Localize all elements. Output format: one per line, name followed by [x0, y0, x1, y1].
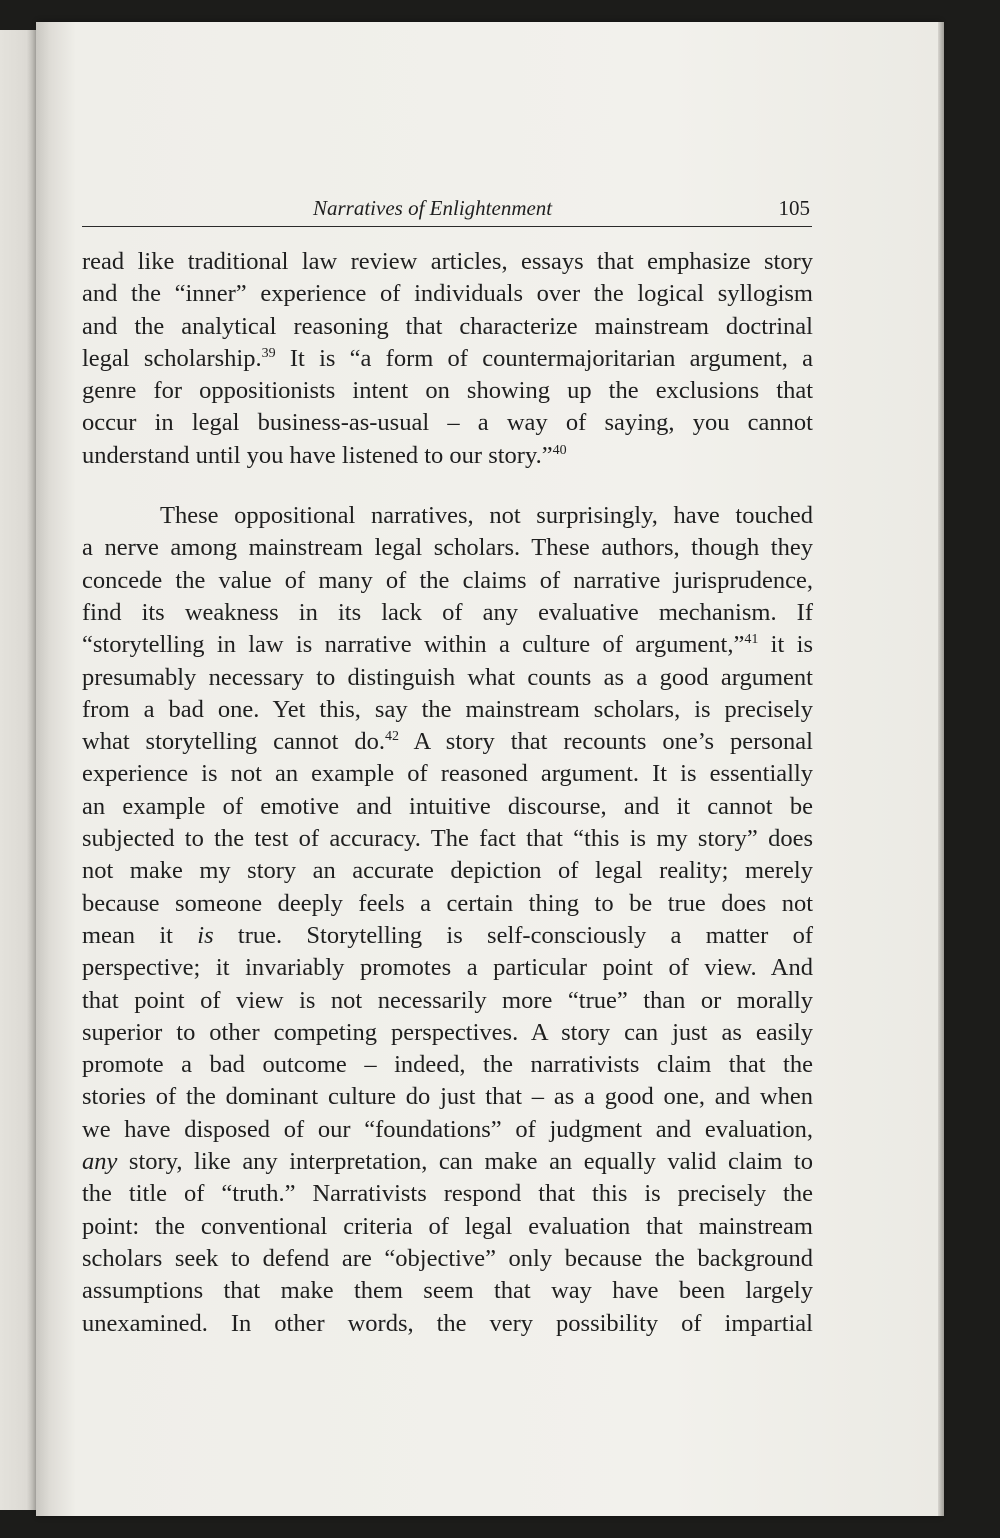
text-line: what storytelling cannot do.$^{42}$ A story that recounts one’s personal — [82, 728, 813, 756]
body-text — [82, 246, 813, 1340]
emphasis: any — [82, 1148, 118, 1176]
text-line: promote a bad outcome – indeed, the narrativists claim that the — [82, 1051, 813, 1079]
paragraph — [82, 500, 813, 1340]
text-line: point: the conventional criteria of legal evaluation that mainstream — [82, 1212, 813, 1240]
text-line: and the analytical reasoning that characterize mainstream doctrinal — [82, 312, 813, 340]
footnote-ref-42: 42 — [384, 729, 399, 744]
text-line: read like traditional law review articles, essays that emphasize story — [82, 248, 813, 275]
text-line: stories of the dominant culture do just that – as a good one, and when — [82, 1083, 813, 1111]
text-line: from a bad one. Yet this, say the mainstream scholars, is precisely — [82, 695, 813, 723]
text-line: genre for oppositionists intent on showing up the exclusions that — [82, 377, 813, 405]
text-line: concede the value of many of the claims of narrative jurisprudence, — [82, 566, 813, 594]
text-line: assumptions that make them seem that way have been largely — [82, 1277, 813, 1305]
text-line: that point of view is not necessarily more “true” than or morally — [82, 986, 813, 1014]
text-line: find its weakness in its lack of any evaluative mechanism. If — [82, 598, 813, 626]
footnote-ref-40: 40 — [552, 442, 567, 458]
text-line: any story, like any interpretation, can make an equally valid claim to — [82, 1148, 813, 1176]
running-header — [82, 196, 812, 227]
text-line: perspective; it invariably promotes a particular point of view. And — [82, 954, 813, 982]
text-line: mean it is true. Storytelling is self-consciously a matter of — [82, 921, 813, 949]
paragraph — [82, 246, 813, 472]
text-line: because someone deeply feels a certain thing to be true does not — [82, 889, 813, 917]
previous-page-edge — [0, 30, 38, 1510]
running-title: Narratives of Enlightenment — [313, 196, 553, 220]
text-line: occur in legal business-as-usual – a way of saying, you cannot — [82, 409, 813, 437]
page-stack-edge — [938, 22, 944, 1516]
text-line: we have disposed of our “foundations” of judgment and evaluation, — [82, 1115, 813, 1143]
text-line: legal scholarship.$^{39}$ It is “a form of countermajoritarian argument, a — [82, 344, 814, 372]
text-line: These oppositional narratives, not surprisingly, have touched — [160, 502, 813, 530]
text-line: understand until you have listened to our story.”$^{40}$ — [82, 441, 567, 469]
text-line: and the “inner” experience of individuals over the logical syllogism — [82, 280, 813, 308]
text-line: a nerve among mainstream legal scholars. These authors, though they — [82, 534, 813, 562]
page-number: 105 — [778, 196, 810, 220]
text-line: experience is not an example of reasoned argument. It is essentially — [82, 760, 813, 788]
emphasis: is — [197, 921, 214, 949]
footnote-ref-39: 39 — [261, 345, 276, 361]
text-line: “storytelling in law is narrative within a culture of argument,”$^{41}$ it is — [82, 631, 813, 659]
text-line: subjected to the test of accuracy. The fact that “this is my story” does — [82, 825, 813, 853]
text-line: not make my story an accurate depiction of legal reality; merely — [82, 857, 813, 885]
text-line: superior to other competing perspectives. A story can just as easily — [82, 1018, 813, 1046]
text-line: scholars seek to defend are “objective” only because the background — [82, 1244, 813, 1272]
footnote-ref-41: 41 — [744, 632, 759, 648]
text-line: the title of “truth.” Narrativists respond that this is precisely the — [82, 1180, 813, 1208]
text-line: unexamined. In other words, the very possibility of impartial — [82, 1309, 813, 1337]
text-line: an example of emotive and intuitive discourse, and it cannot be — [82, 792, 813, 820]
text-line: presumably necessary to distinguish what counts as a good argument — [82, 663, 813, 691]
